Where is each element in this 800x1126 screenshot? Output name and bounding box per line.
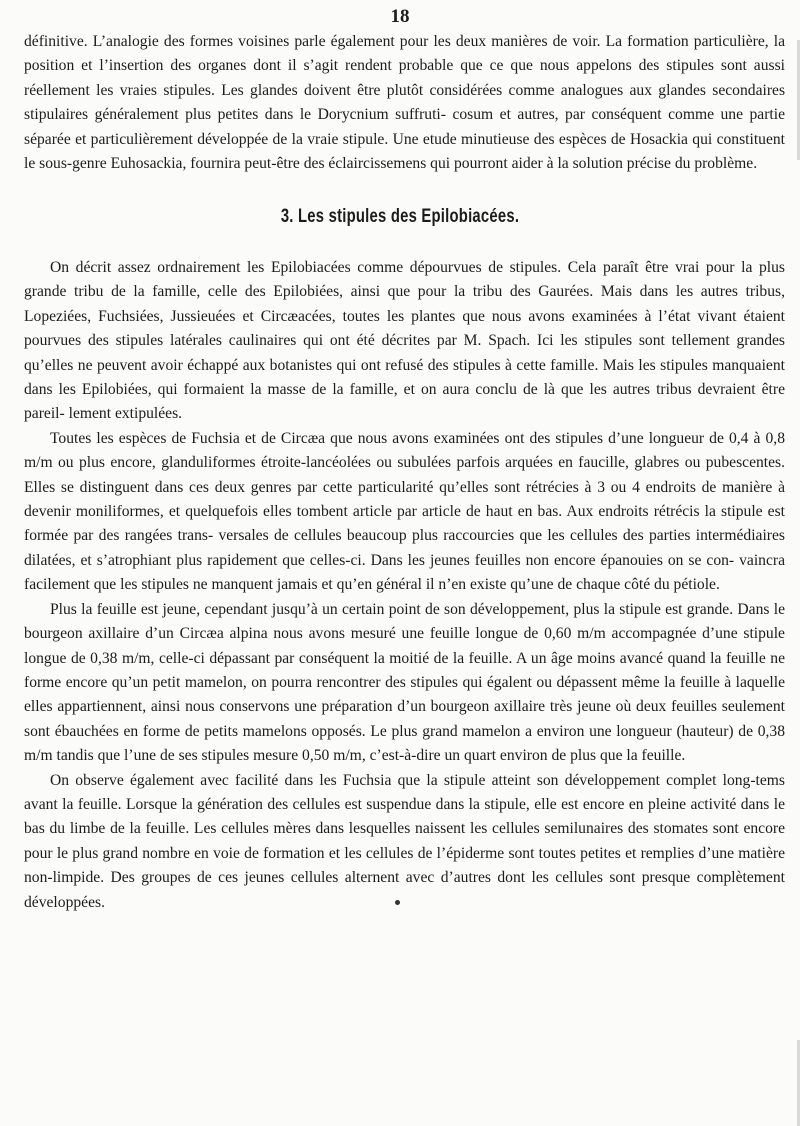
text-line: formaient la masse de la famille, et on aura conclu de là que les autres tribus devraient être pareil- <box>24 381 785 423</box>
stray-mark <box>395 900 400 905</box>
text-line: stipule. Une etude minutieuse des espèces de Hosackia qui constituent le sous-genre Euhosackia, <box>24 130 786 173</box>
text-line: particulière, la position et l’insertion des organes dont il s’agit rendent probable que ce que nous appelons <box>24 33 786 75</box>
text-line: vrai pour la plus grande tribu de la famille, celle des Epilobiées, ainsi que pour la tribu des Gaurées. Mais <box>24 259 785 301</box>
text-line: rencontrer des stipules qui égalent ou dépassent même la feuille à laquelle elles appartiennent, ainsi <box>24 673 785 716</box>
text-line: analogues aux glandes secondaires stipulaires généralement plus petites dans le Dorycnium suffruti- <box>24 81 786 124</box>
text-line: de la feuille. A un âge moins avancé quand la feuille ne forme encore qu’un petit mamelon, on pourra <box>24 649 785 691</box>
text-line: s’atrophiant plus rapidement que celles-ci. Dans les jeunes feuilles non encore épanouies on se con- <box>96 551 735 569</box>
text-line: fournira peut-être des éclaircissemens qui pourront aider à la solution précise du problème. <box>190 155 758 173</box>
text-line: de 0,60 m/m accompagnée d’une stipule longue de 0,38 m/m, celle-ci dépassant par conséquent la moitié <box>24 625 785 667</box>
section-heading: 3. Les stipules des Epilobiacées. <box>280 206 520 227</box>
text-line: complet long-tems avant la feuille. Lorsque la génération des cellules est suspendue dans la stipule, <box>24 771 785 813</box>
text-line: développées. <box>24 893 105 911</box>
text-line: formation et les cellules de l’épiderme sont toutes petites et remplies d’une matière non-limpide. Des <box>24 844 785 887</box>
text-line: définitive. L’analogie des formes voisines parle également pour les deux manières de voir. La formation <box>24 33 689 50</box>
text-line: de plus que la feuille. <box>551 747 686 765</box>
text-line: côté du pétiole. <box>624 576 720 594</box>
text-line: ébauchées en forme de petits mamelons opposés. Le plus grand mamelon a environ une longueur <box>54 722 672 740</box>
paragraph <box>24 30 785 176</box>
text-line: qu’elles sont rétrécies à 3 ou 4 endroits de manière à devenir moniliformes, et quelquefois elles tombent <box>24 478 785 521</box>
text-line: groupes de ces jeunes cellules alternent avec d’autres dont les cellules sont presque complètement <box>141 869 785 887</box>
text-line: article par article de haut en bas. Aux endroits rétrécis la stipule est formée par des rangées trans- <box>24 503 785 545</box>
text-line: On observe également avec facilité dans les Fuchsia que la stipule atteint son développement <box>50 771 660 789</box>
text-line: par M. Spach. Ici les stipules sont tellement grandes qu’elles ne peuvent avoir échappé aux botanistes <box>24 332 785 374</box>
text-line: elle est encore en pleine activité dans le bas du limbe de la feuille. Les cellules mères dans lesquelles <box>24 795 785 838</box>
section-body <box>24 256 785 915</box>
text-line: longueur de 0,4 à 0,8 m/m ou plus encore, glanduliformes étroite-lancéolées ou subulées parfois arquées <box>24 429 785 472</box>
text-line: des stipules sont aussi réellement les vraies stipules. Les glandes doivent être plutôt considérées comme <box>24 57 785 99</box>
text-line: cosum et autres, par conséquent comme une partie séparée et particulièrement développée de la vraie <box>24 106 786 148</box>
text-line: On décrit assez ordnairement les Epilobiacées comme dépourvues de stipules. Cela paraît être <box>50 259 669 276</box>
text-line: en faucille, glabres ou pubescentes. Elles se distinguent dans ces deux genres par cette particularité <box>24 454 786 496</box>
page-number: 18 <box>390 6 410 27</box>
text-line: lement extipulées. <box>68 405 183 423</box>
paragraph <box>24 427 785 598</box>
paragraph <box>24 598 785 769</box>
paragraph <box>24 256 785 427</box>
text-line: nous conservons une préparation d’un bourgeon axillaire très jeune où deux feuilles seulement sont <box>24 698 785 740</box>
text-line: est grande. Dans le bourgeon axillaire d’un Circæa alpina nous avons mesuré une feuille longue <box>24 600 785 643</box>
text-line: dans les autres tribus, Lopeziées, Fuchsiées, Jussieuées et Circæacées, toutes les plantes que nous <box>24 283 785 325</box>
text-line: Plus la feuille est jeune, cependant jusqu’à un certain point de son développement, plus la stipule <box>50 600 661 618</box>
intro-paragraph <box>24 30 785 176</box>
text-line: (hauteur) de 0,38 m/m tandis que l’une de ses stipules mesure 0,50 m/m, c’est-à-dire un quart environ <box>24 722 785 765</box>
text-line: Toutes les espèces de Fuchsia et de Circæa que nous avons examinées ont des stipules d’une <box>50 429 644 447</box>
text-line: naissent les cellules semilunaires des stomates sont encore pour le plus grand nombre en voie de <box>24 820 786 862</box>
text-line: versales de cellules beaucoup plus raccourcies que les cellules des parties intermédiaires dilatées, et <box>24 527 785 569</box>
text-line: qui ont refusé des stipules à cette famille. Mais les stipules manquaient dans les Epilobiées, qui <box>24 356 785 399</box>
paragraph <box>24 769 785 915</box>
text-line: vaincra facilement que les stipules ne manquent jamais et qu’en général il n’en existe qu’une de chaque <box>24 551 785 594</box>
text-line: avons examinées à l’état vivant étaient pourvues des stipules latérales caulinaires qui ont été décrites <box>24 307 785 350</box>
